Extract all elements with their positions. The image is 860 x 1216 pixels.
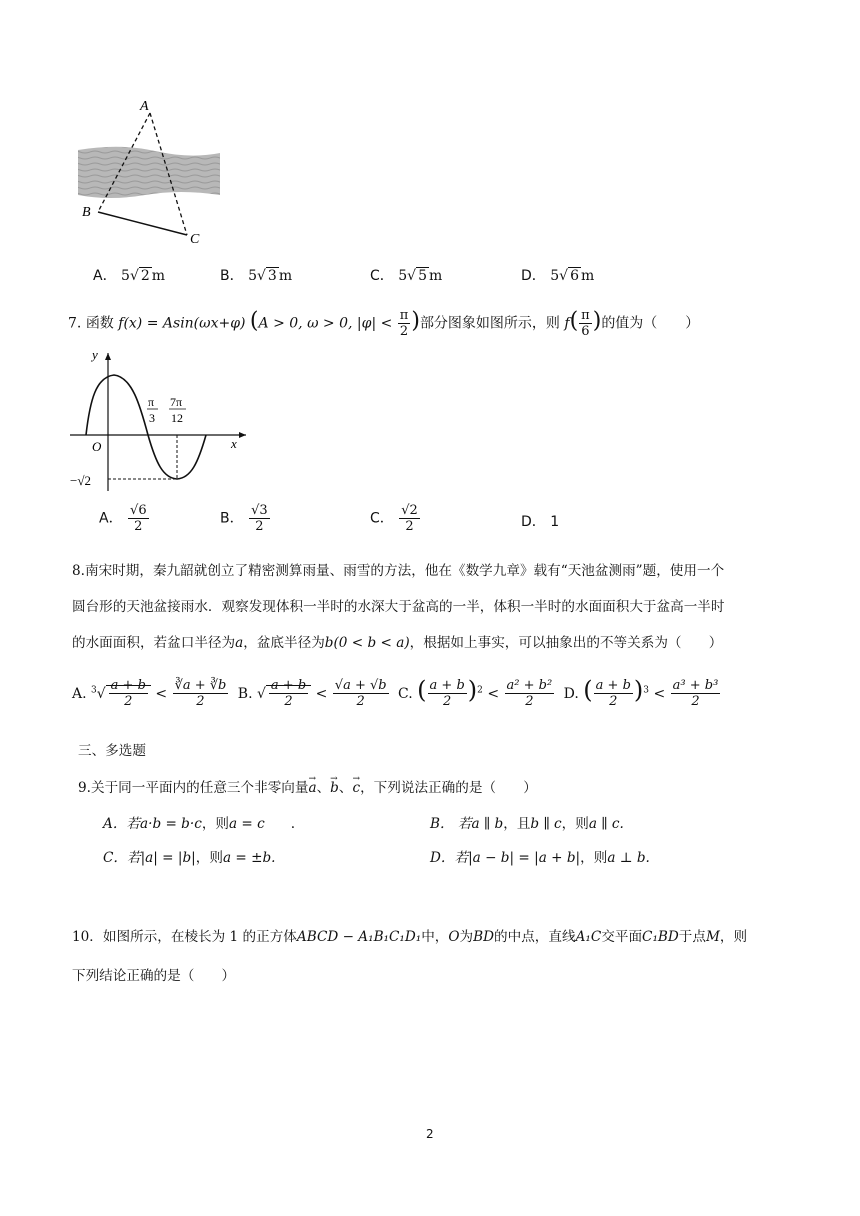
point-label-A: A <box>140 99 149 114</box>
q7-stem: 7. 函数 f(x) = Asin(ωx+φ) (A > 0, ω > 0, |φ| < $\frac{\pi}{2}$ )部分图象如图所示，则 f( $\frac{\pi}{6}$ )的值为（ ） <box>68 308 700 339</box>
q8-option-a: A. $^3$√ $\frac{a + b}{2}$ < $\frac{∛a + ∛b}{2}$ <box>72 678 227 709</box>
q8-option-b: B. √ $\frac{a + b}{2}$ < $\frac{√a + √b}{2}$ <box>237 678 387 709</box>
tick-7pi-12-num: 7π <box>170 395 183 409</box>
q6-option-d: D． 5√ 6 m <box>521 268 595 284</box>
q9-option-c: C．若|a| = |b|，则a = ±b. <box>103 850 276 866</box>
q8-line-1: 8.南宋时期，秦九韶就创立了精密测算雨量、雨雪的方法，他在《数学九章》载有“天池盆测雨”题，使用一个 <box>72 563 725 579</box>
q9-option-d: D．若|a − b| = |a + b|，则a ⊥ b. <box>430 850 650 866</box>
q10-line-2: 下列结论正确的是（ ） <box>72 968 236 984</box>
sine-curve <box>86 375 206 479</box>
q9-option-a: A．若a·b = b·c，则a = c . <box>103 816 296 832</box>
q7-option-c: C． $\frac{√2}{2}$ <box>370 503 418 534</box>
q9-stem: 9.关于同一平面内的任意三个非零向量→ a、→ b、→ c，下列说法正确的是（ ） <box>78 778 537 798</box>
q6-option-b: B． 5√ 3 m <box>220 268 293 284</box>
axis-label-y: y <box>92 347 98 362</box>
tick-7pi-12-den: 12 <box>171 411 183 425</box>
tick-pi-3-den: 3 <box>149 411 155 425</box>
min-value-label: −√2 <box>70 473 91 488</box>
q6-option-a: A． 5√ 2 m <box>93 268 166 284</box>
tick-pi-3-num: π <box>148 395 155 409</box>
river-triangle-figure <box>70 95 230 250</box>
q10-line-1: 10．如图所示，在棱长为 1 的正方体ABCD − A₁B₁C₁D₁中，O为BD的中点，直线A₁C交平面C₁BD于点M，则 <box>72 929 748 945</box>
page-number: 2 <box>426 1127 434 1141</box>
q7-option-a: A． $\frac{√6}{2}$ <box>99 503 147 534</box>
q8-line-3: 的水面面积，若盆口半径为a，盆底半径为b(0 < b < a)，根据如上事实，可以抽象出的不等关系为（ ） <box>72 635 723 651</box>
origin-label: O <box>92 439 102 454</box>
q7-option-b: B． $\frac{√3}{2}$ <box>220 503 268 534</box>
river-band <box>78 147 220 198</box>
q6-option-c: C． 5√ 5 m <box>370 268 443 284</box>
q7-sine-graph <box>68 345 258 495</box>
axis-label-x: x <box>231 436 237 451</box>
section-title-multiple-choice: 三、多选题 <box>78 743 146 759</box>
q7-option-d: D． 1 <box>521 514 560 530</box>
point-label-B: B <box>82 205 91 220</box>
q8-line-2: 圆台形的天池盆接雨水．观察发现体积一半时的水深大于盆高的一半，体积一半时的水面面积大于盆高一半时 <box>72 599 725 615</box>
q8-options <box>72 675 721 709</box>
q8-option-d: D. ( $\frac{a + b}{2}$ )$^3$ < $\frac{\text{a³ + b³}}{2}$ <box>563 675 719 709</box>
point-label-C: C <box>190 232 200 247</box>
q8-option-c: C. ( $\frac{a + b}{2}$ )$^2$ < $\frac{\text{a² + b²}}{2}$ <box>398 675 553 709</box>
q9-option-b: B． 若a ∥ b，且b ∥ c，则a ∥ c. <box>430 816 624 832</box>
